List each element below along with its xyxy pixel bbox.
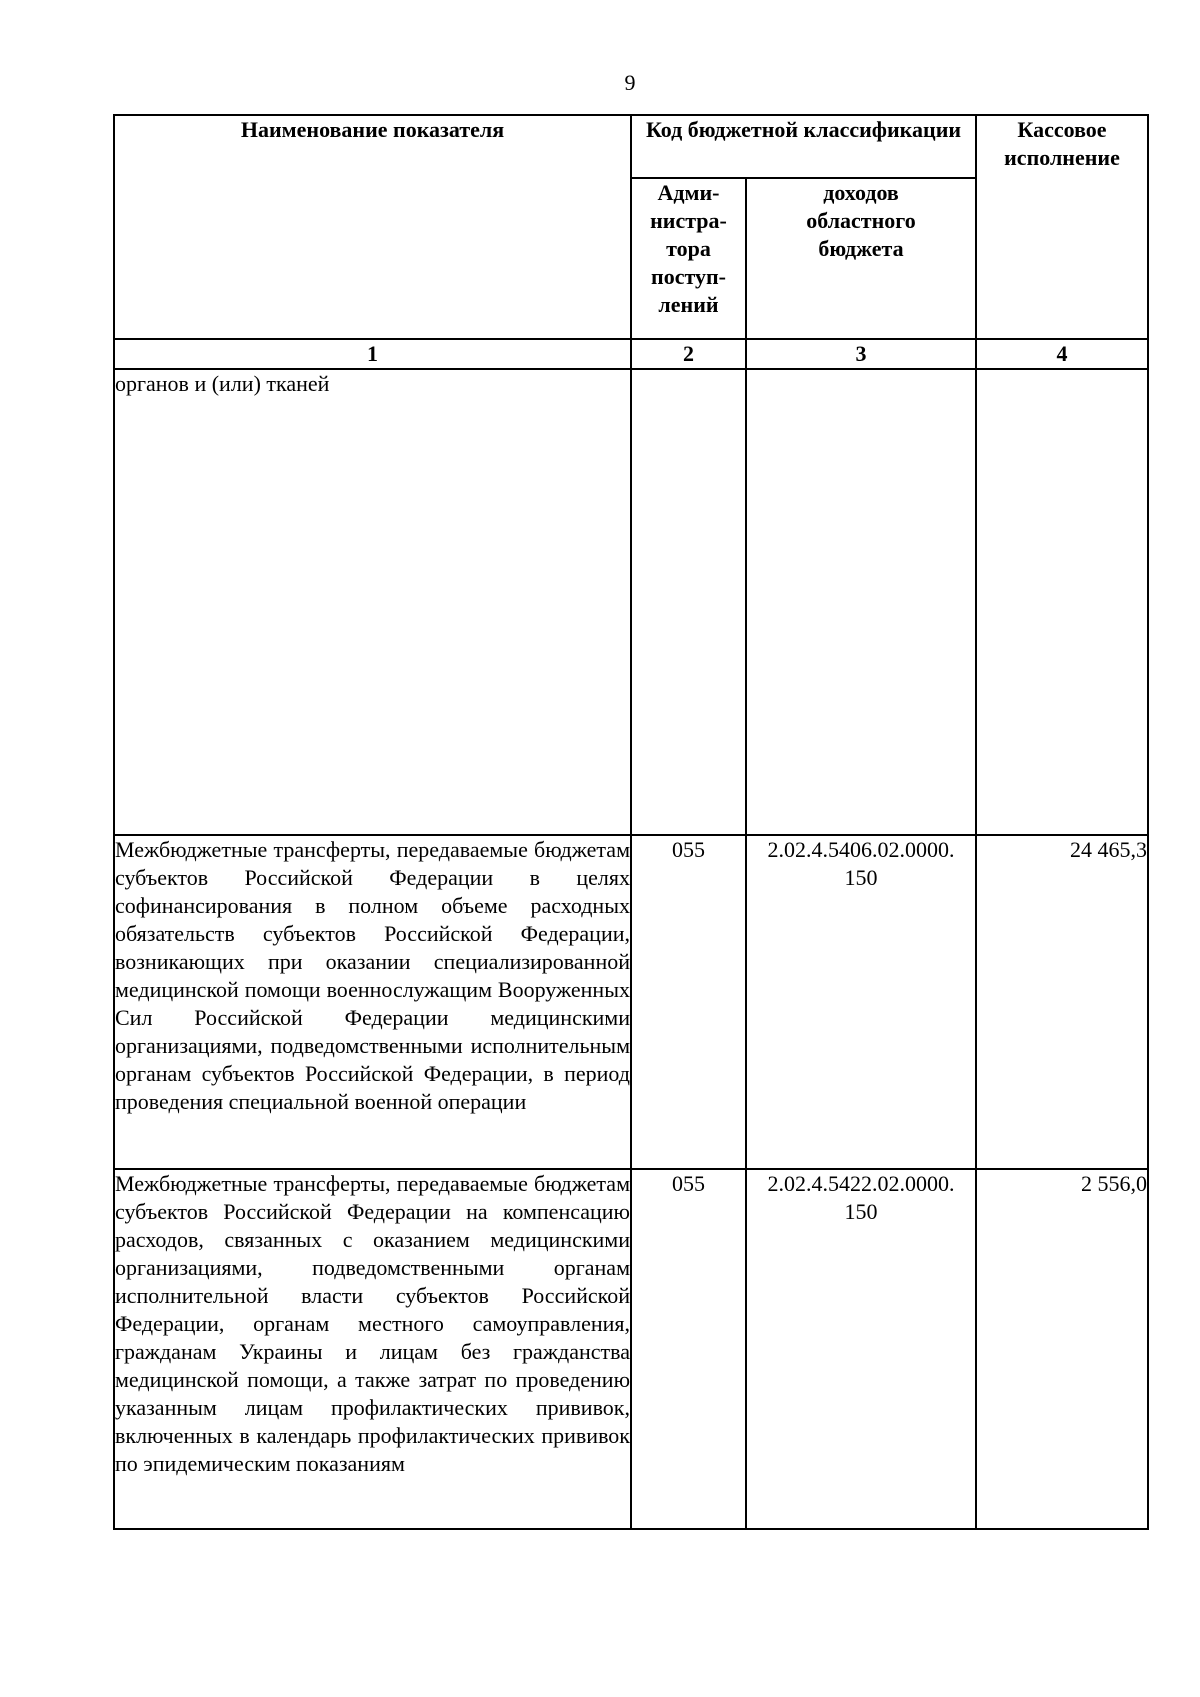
- row-income-code: 2.02.4.5406.02.0000. 150: [746, 835, 976, 1169]
- row-amount: 2 556,0: [976, 1169, 1148, 1529]
- column-number-2: 2: [631, 339, 746, 369]
- row-indicator-name: Межбюджетные трансферты, передаваемые бюджетам субъектов Российской Федерации на компенсацию расходов, связанных с оказанием медицинскими организациями, подведомственными органам исполнительной власти субъектов Российской Федерации, органам местного самоуправления, гражданам Украины и лицам без гражданства медицинской помощи, а также затрат по проведению указанным лицам профилактических прививок, включенных в календарь профилактических прививок по эпидемическим показаниям: [114, 1169, 631, 1529]
- header-revenue-administrator: Адми- нистра- тора поступ- лений: [631, 178, 746, 339]
- row-amount: 24 465,3: [976, 835, 1148, 1169]
- table-row: [114, 1169, 1148, 1529]
- column-number-3: 3: [746, 339, 976, 369]
- table-row: [114, 835, 1148, 1169]
- row-admin-code: 055: [631, 835, 746, 1169]
- row-income-code: [746, 369, 976, 835]
- table-row: [114, 369, 1148, 835]
- budget-report-table: [113, 114, 1149, 1530]
- row-indicator-name: Межбюджетные трансферты, передаваемые бюджетам субъектов Российской Федерации в целях софинансирования в полном объеме расходных обязательств субъектов Российской Федерации, возникающих при оказании специализированной медицинской помощи военнослужащим Вооруженных Сил Российской Федерации медицинскими организациями, подведомственными исполнительным органам субъектов Российской Федерации, в период проведения специальной военной операции: [114, 835, 631, 1169]
- row-income-code: 2.02.4.5422.02.0000. 150: [746, 1169, 976, 1529]
- column-number-4: 4: [976, 339, 1148, 369]
- header-cash-execution: Кассовое исполнение: [976, 115, 1148, 339]
- header-indicator-name: Наименование показателя: [114, 115, 631, 339]
- row-amount: [976, 369, 1148, 835]
- page-number: 9: [624, 70, 636, 95]
- row-indicator-name: органов и (или) тканей: [114, 369, 631, 835]
- row-admin-code: 055: [631, 1169, 746, 1529]
- header-budget-classification-code: Код бюджетной классификации: [631, 115, 976, 178]
- column-number-1: 1: [114, 339, 631, 369]
- row-admin-code: [631, 369, 746, 835]
- header-regional-budget-income: доходов областного бюджета: [746, 178, 976, 339]
